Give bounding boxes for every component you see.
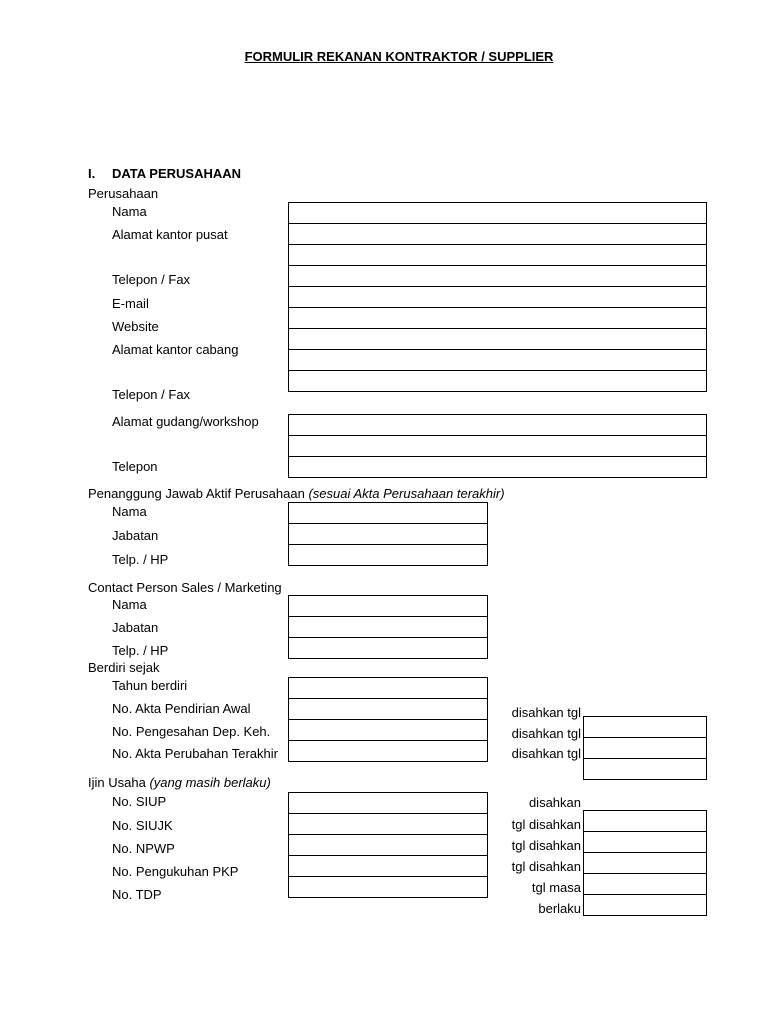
tdp-field[interactable]	[288, 876, 488, 898]
ratified-date-field-1[interactable]	[583, 716, 707, 738]
warehouse-phone-label: Telepon	[112, 459, 158, 474]
permits-note: (yang masih berlaku)	[149, 775, 271, 790]
email-label: E-mail	[112, 296, 149, 311]
contact-phone-label: Telp. / HP	[112, 643, 169, 658]
ratified-date-field-3[interactable]	[583, 758, 707, 780]
branch-office-field-line2[interactable]	[288, 349, 707, 371]
year-label: Tahun berdiri	[112, 678, 188, 693]
website-field[interactable]	[288, 307, 707, 329]
branch-phone-fax-label: Telepon / Fax	[112, 387, 191, 402]
company-name-field[interactable]	[288, 202, 707, 224]
responsible-heading	[88, 486, 505, 501]
permit-date-label-1: disahkan	[528, 795, 581, 810]
year-field[interactable]	[288, 677, 488, 699]
siujk-label: No. SIUJK	[112, 818, 173, 833]
pkp-label: No. Pengukuhan PKP	[112, 864, 239, 879]
permit-date-field-1[interactable]	[583, 810, 707, 832]
form-title: FORMULIR REKANAN KONTRAKTOR / SUPPLIER	[244, 49, 554, 64]
head-office-field-line1[interactable]	[288, 223, 707, 245]
npwp-field[interactable]	[288, 834, 488, 856]
contact-name-label: Nama	[112, 597, 147, 612]
responsible-position-field[interactable]	[288, 523, 488, 545]
company-name-label: Nama	[112, 204, 147, 219]
warehouse-label: Alamat gudang/workshop	[112, 414, 259, 429]
siujk-field[interactable]	[288, 813, 488, 835]
permits-heading	[88, 775, 271, 790]
permits-heading-text: Ijin Usaha	[88, 775, 146, 790]
npwp-label: No. NPWP	[112, 841, 175, 856]
section-number: I.	[88, 166, 96, 181]
ratification-field[interactable]	[288, 719, 488, 741]
branch-office-label: Alamat kantor cabang	[112, 342, 239, 357]
company-heading: Perusahaan	[88, 186, 159, 201]
permit-validity-field[interactable]	[583, 894, 707, 916]
amendment-label: No. Akta Perubahan Terakhir	[112, 746, 278, 761]
head-office-label: Alamat kantor pusat	[112, 227, 228, 242]
phone-fax-label: Telepon / Fax	[112, 272, 191, 287]
warehouse-phone-field[interactable]	[288, 456, 707, 478]
permit-date-label-2: tgl disahkan	[511, 817, 581, 832]
deed-field[interactable]	[288, 698, 488, 720]
ratified-date-label-3: disahkan tgl	[511, 746, 581, 761]
permit-date-field-4[interactable]	[583, 873, 707, 895]
contact-heading: Contact Person Sales / Marketing	[88, 580, 282, 595]
ratification-label: No. Pengesahan Dep. Keh.	[112, 724, 271, 739]
branch-office-field-line1[interactable]	[288, 328, 707, 350]
deed-label: No. Akta Pendirian Awal	[112, 701, 251, 716]
permit-date-field-3[interactable]	[583, 852, 707, 874]
siup-label: No. SIUP	[112, 794, 167, 809]
permit-date-label-3: tgl disahkan	[511, 838, 581, 853]
phone-fax-field[interactable]	[288, 265, 707, 287]
pkp-field[interactable]	[288, 855, 488, 877]
responsible-name-label: Nama	[112, 504, 147, 519]
email-field[interactable]	[288, 286, 707, 308]
responsible-phone-label: Telp. / HP	[112, 552, 169, 567]
tdp-label: No. TDP	[112, 887, 162, 902]
responsible-heading-text: Penanggung Jawab Aktif Perusahaan	[88, 486, 305, 501]
head-office-field-line2[interactable]	[288, 244, 707, 266]
permit-date-label-4: tgl disahkan	[511, 859, 581, 874]
contact-phone-field[interactable]	[288, 637, 488, 659]
permit-date-field-2[interactable]	[583, 831, 707, 853]
contact-position-label: Jabatan	[112, 620, 159, 635]
responsible-name-field[interactable]	[288, 502, 488, 524]
ratified-date-field-2[interactable]	[583, 737, 707, 759]
ratified-date-label-1: disahkan tgl	[511, 705, 581, 720]
ratified-date-label-2: disahkan tgl	[511, 726, 581, 741]
section-heading: DATA PERUSAHAAN	[112, 166, 242, 181]
permit-validity-label-1: tgl masa	[531, 880, 581, 895]
website-label: Website	[112, 319, 159, 334]
responsible-note: (sesuai Akta Perusahaan terakhir)	[308, 486, 505, 501]
siup-field[interactable]	[288, 792, 488, 814]
warehouse-field-line1[interactable]	[288, 414, 707, 436]
responsible-position-label: Jabatan	[112, 528, 159, 543]
contact-name-field[interactable]	[288, 595, 488, 617]
contact-position-field[interactable]	[288, 616, 488, 638]
responsible-phone-field[interactable]	[288, 544, 488, 566]
warehouse-field-line2[interactable]	[288, 435, 707, 457]
permit-validity-label-2: berlaku	[538, 901, 581, 916]
established-heading: Berdiri sejak	[88, 660, 160, 675]
amendment-field[interactable]	[288, 740, 488, 762]
branch-phone-fax-field[interactable]	[288, 370, 707, 392]
